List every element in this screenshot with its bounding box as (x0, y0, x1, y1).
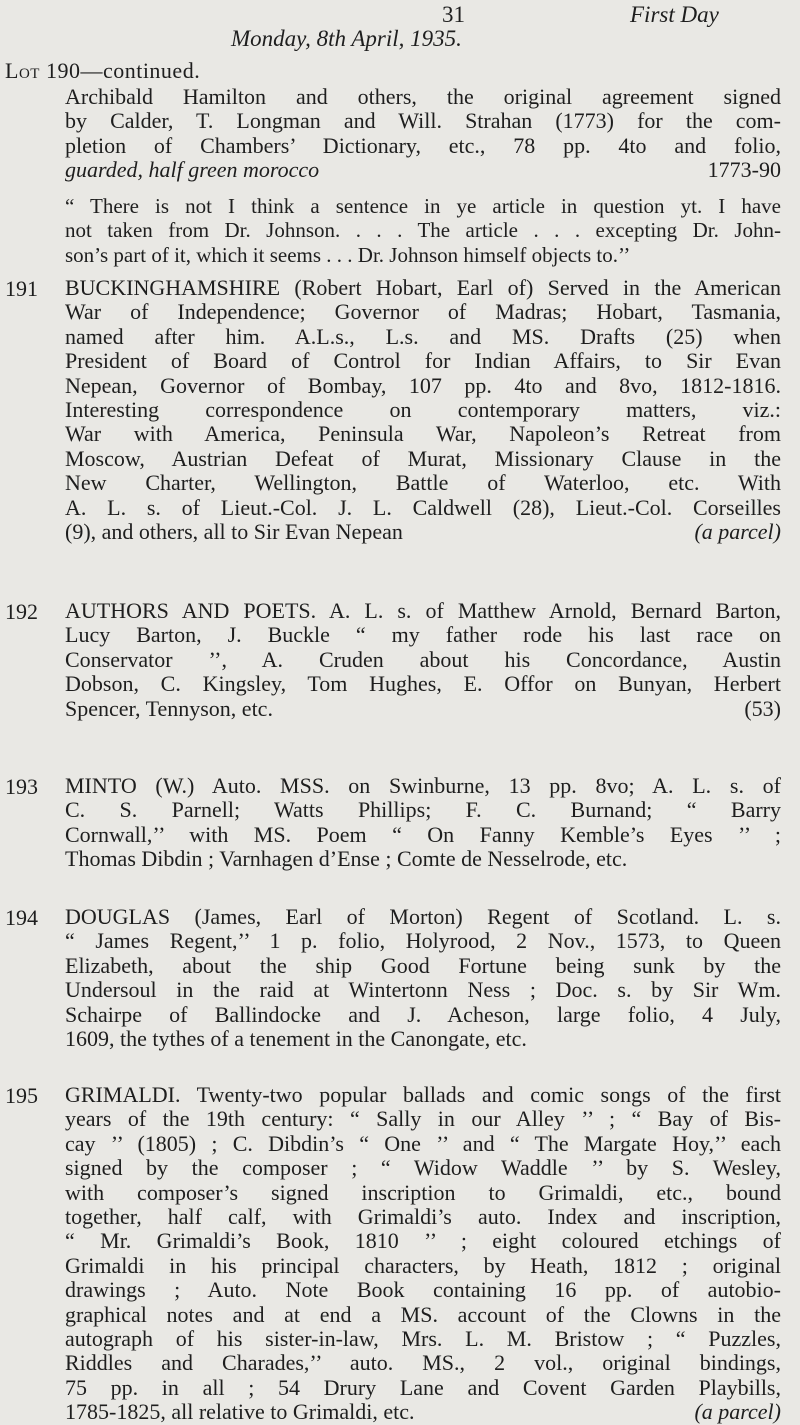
lot-number: 192 (5, 599, 38, 624)
lot-continued-label (5, 58, 200, 84)
quote-line: not taken from Dr. Johnson. . . . The article . . . excepting Dr. John- (65, 218, 781, 243)
description-line: named after him. A.L.s., L.s. and MS. Drafts (25) when (65, 323, 781, 349)
description-line: pletion of Chambers’ Dictionary, etc., 78 pp. 4to and folio, (65, 132, 781, 158)
lot-number: 193 (5, 774, 38, 799)
description-text: 1785-1825, all relative to Grimaldi, etc. (65, 1399, 415, 1425)
lot-190-quotation (65, 194, 781, 267)
lot-195-description (65, 1083, 781, 1425)
description-line: 75 pp. in all ; 54 Drury Lane and Covent Garden Playbills, (65, 1374, 781, 1400)
description-line: by Calder, T. Longman and Will. Strahan (1773) for the com- (65, 108, 781, 134)
description-line: War of Independence; Governor of Madras; Hobart, Tasmania, (65, 299, 781, 325)
description-line: Riddles and Charades,’’ auto. MS., 2 vol., original bindings, (65, 1350, 781, 1376)
lot-193-description (65, 774, 781, 872)
description-line (65, 158, 781, 182)
description-line: years of the 19th century: “ Sally in our Alley ’’ ; “ Bay of Bis- (65, 1106, 781, 1132)
description-line: War with America, Peninsula War, Napoleon’s Retreat from (65, 421, 781, 447)
description-line: C. S. Parnell; Watts Phillips; F. C. Burnand; “ Barry (65, 797, 781, 823)
description-line (65, 1400, 781, 1424)
description-line: Elizabeth, about the ship Good Fortune being sunk by the (65, 952, 781, 978)
description-line: DOUGLAS (James, Earl of Morton) Regent of Scotland. L. s. (65, 904, 781, 929)
description-line: Interesting correspondence on contemporary matters, viz.: (65, 397, 781, 423)
description-line: Moscow, Austrian Defeat of Murat, Missionary Clause in the (65, 445, 781, 471)
description-line: Lucy Barton, J. Buckle “ my father rode his last race on (65, 622, 781, 648)
description-line (65, 697, 781, 721)
day-label: First Day (630, 2, 719, 27)
description-line: Nepean, Governor of Bombay, 107 pp. 4to and 8vo, 1812-1816. (65, 372, 781, 398)
description-line: 1609, the tythes of a tenement in the Canongate, etc. (65, 1026, 527, 1052)
description-line: Schairpe of Ballindocke and J. Acheson, large folio, 4 July, (65, 1001, 781, 1027)
lot-quantity: (53) (744, 695, 781, 721)
binding-note: guarded, half green morocco (65, 157, 320, 183)
description-line: GRIMALDI. Twenty-two popular ballads and comic songs of the first (65, 1082, 781, 1107)
lot-number: 191 (5, 276, 38, 301)
lot-192-description (65, 599, 781, 721)
description-line: New Charter, Wellington, Battle of Waterloo, etc. With (65, 470, 781, 496)
lot-continued-text: 190—continued. (45, 58, 201, 83)
description-line: MINTO (W.) Auto. MSS. on Swinburne, 13 pp. 8vo; A. L. s. of (65, 773, 781, 798)
sale-date: Monday, 8th April, 1935. (231, 26, 462, 51)
lot-number: 194 (5, 905, 38, 930)
description-line: Undersoul in the raid at Wintertonn Ness ; Doc. s. by Sir Wm. (65, 977, 781, 1003)
lot-194-description (65, 905, 781, 1051)
description-line: cay ’’ (1805) ; C. Dibdin’s “ One ’’ and “ The Margate Hoy,’’ each (65, 1130, 781, 1156)
description-line: AUTHORS AND POETS. A. L. s. of Matthew Arnold, Bernard Barton, (65, 598, 781, 623)
description-line: autograph of his sister-in-law, Mrs. L. M. Bristow ; “ Puzzles, (65, 1326, 781, 1352)
description-line: President of Board of Control for Indian Affairs, to Sir Evan (65, 348, 781, 374)
description-line: graphical notes and at end a MS. account of the Clowns in the (65, 1301, 781, 1327)
description-line: drawings ; Auto. Note Book containing 16 pp. of autobio- (65, 1277, 781, 1303)
description-line: together, half calf, with Grimaldi’s auto. Index and inscription, (65, 1204, 781, 1230)
description-line: A. L. s. of Lieut.-Col. J. L. Caldwell (28), Lieut.-Col. Corseilles (65, 494, 781, 520)
description-line: Thomas Dibdin ; Varnhagen d’Ense ; Comte de Nesselrode, etc. (65, 846, 628, 872)
lot-number: 195 (5, 1083, 38, 1108)
description-line: “ Mr. Grimaldi’s Book, 1810 ’’ ; eight coloured etchings of (65, 1228, 781, 1254)
description-text: (9), and others, all to Sir Evan Nepean (65, 519, 403, 545)
description-line: Dobson, C. Kingsley, Tom Hughes, E. Offor on Bunyan, Herbert (65, 671, 781, 697)
page-number: 31 (442, 2, 465, 27)
description-text: Spencer, Tennyson, etc. (65, 695, 273, 721)
description-line: “ James Regent,’’ 1 p. folio, Holyrood, 2 Nov., 1573, to Queen (65, 928, 781, 954)
description-line: Grimaldi in his principal characters, by Heath, 1812 ; original (65, 1252, 781, 1278)
lot-word: Lot (5, 58, 40, 83)
quote-line: son’s part of it, which it seems . . . Dr. Johnson himself objects to.’’ (65, 242, 631, 267)
description-line: Conservator ’’, A. Cruden about his Concordance, Austin (65, 646, 781, 672)
description-line: with composer’s signed inscription to Grimaldi, etc., bound (65, 1179, 781, 1205)
description-line: BUCKINGHAMSHIRE (Robert Hobart, Earl of) Served in the American (65, 275, 781, 300)
description-line (65, 520, 781, 544)
lot-quantity: (a parcel) (694, 1399, 781, 1425)
description-line: Cornwall,’’ with MS. Poem “ On Fanny Kemble’s Eyes ’’ ; (65, 821, 781, 847)
description-line: Archibald Hamilton and others, the original agreement signed (65, 84, 781, 109)
lot-190-description (65, 85, 781, 183)
lot-191-description (65, 276, 781, 544)
date-range: 1773-90 (707, 157, 781, 183)
description-line: signed by the composer ; “ Widow Waddle ’’ by S. Wesley, (65, 1155, 781, 1181)
lot-quantity: (a parcel) (694, 519, 781, 545)
quote-line: “ There is not I think a sentence in ye article in question yt. I have (65, 194, 781, 218)
